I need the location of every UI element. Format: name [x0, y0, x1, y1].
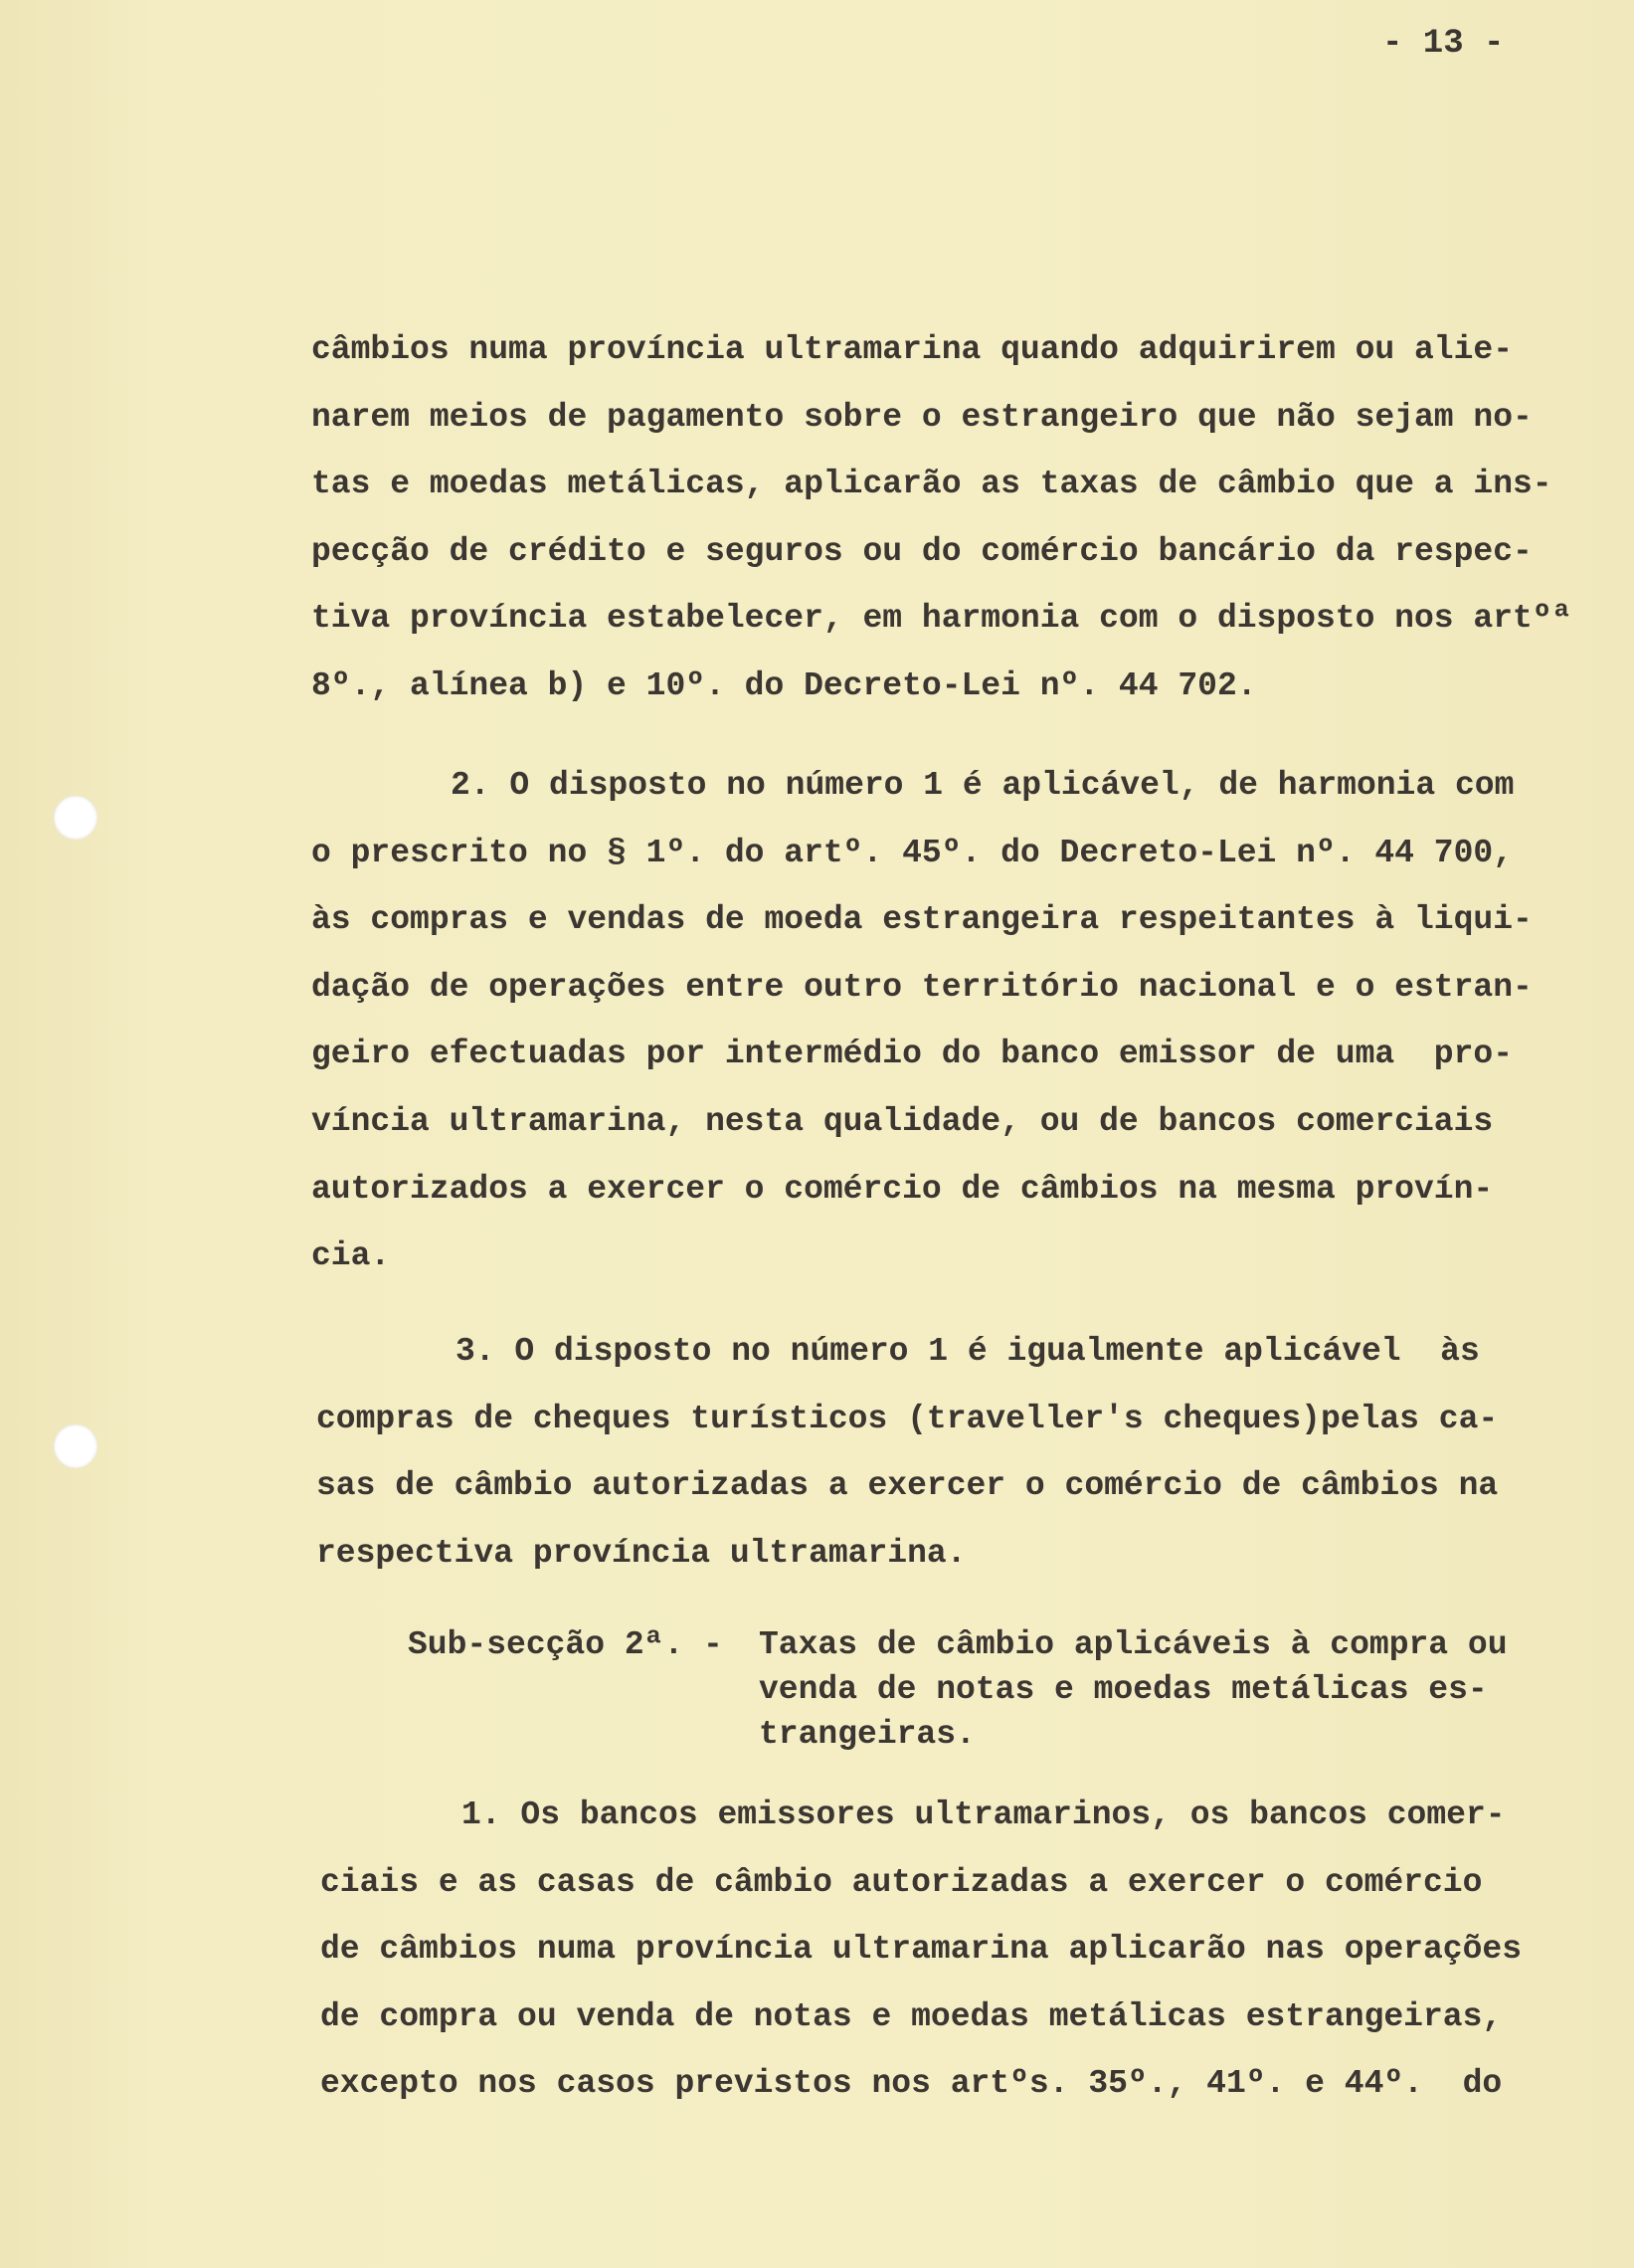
- paragraph-4-line-4: de compra ou venda de notas e moedas metálicas estrangeiras,: [320, 1998, 1503, 2035]
- continuation-line-3: tas e moedas metálicas, aplicarão as taxas de câmbio que a ins-: [311, 466, 1552, 502]
- paragraph-3-line-3: sas de câmbio autorizadas a exercer o comércio de câmbios na: [316, 1467, 1499, 1504]
- paragraph-4-line-5: excepto nos casos previstos nos artºs. 35º., 41º. e 44º. do: [320, 2065, 1503, 2102]
- page-number: - 13 -: [1382, 25, 1505, 63]
- paragraph-2-line-1: 2. O disposto no número 1 é aplicável, de harmonia com: [451, 767, 1515, 804]
- paragraph-4-line-3: de câmbios numa província ultramarina aplicarão nas operações: [320, 1931, 1522, 1968]
- paragraph-3-line-1: 3. O disposto no número 1 é igualmente aplicável às: [455, 1333, 1480, 1370]
- subsection-title-line-1: Taxas de câmbio aplicáveis à compra ou: [759, 1626, 1508, 1663]
- paragraph-2-line-7: autorizados a exercer o comércio de câmbios na mesma provín-: [311, 1171, 1494, 1208]
- continuation-line-6: 8º., alínea b) e 10º. do Decreto-Lei nº. 44 702.: [311, 667, 1257, 704]
- paragraph-3-line-4: respectiva província ultramarina.: [316, 1535, 967, 1572]
- paragraph-3-line-2: compras de cheques turísticos (traveller's cheques)pelas ca-: [316, 1401, 1499, 1437]
- continuation-line-5: tiva província estabelecer, em harmonia com o disposto nos artºª: [311, 600, 1572, 637]
- subsection-label: Sub-secção 2ª. -: [408, 1626, 723, 1663]
- paragraph-2-line-6: víncia ultramarina, nesta qualidade, ou de bancos comerciais: [311, 1103, 1494, 1140]
- continuation-line-1: câmbios numa província ultramarina quando adquirirem ou alie-: [311, 331, 1513, 368]
- subsection-title-line-2: venda de notas e moedas metálicas es-: [759, 1671, 1488, 1708]
- paragraph-4-line-1: 1. Os bancos emissores ultramarinos, os bancos comer-: [461, 1796, 1506, 1833]
- paragraph-2-line-2: o prescrito no § 1º. do artº. 45º. do Decreto-Lei nº. 44 700,: [311, 835, 1513, 871]
- subsection-title-line-3: trangeiras.: [759, 1716, 976, 1753]
- punch-hole-top: [54, 796, 97, 840]
- paragraph-2-line-3: às compras e vendas de moeda estrangeira respeitantes à liqui-: [311, 901, 1533, 938]
- continuation-line-2: narem meios de pagamento sobre o estrangeiro que não sejam no-: [311, 399, 1533, 436]
- continuation-line-4: pecção de crédito e seguros ou do comércio bancário da respec-: [311, 533, 1533, 570]
- paragraph-4-line-2: ciais e as casas de câmbio autorizadas a exercer o comércio: [320, 1864, 1483, 1901]
- paragraph-2-line-5: geiro efectuadas por intermédio do banco emissor de uma pro-: [311, 1036, 1513, 1072]
- paragraph-2-line-4: dação de operações entre outro território nacional e o estran-: [311, 969, 1533, 1006]
- paragraph-2-line-8: cia.: [311, 1237, 391, 1274]
- punch-hole-bottom: [54, 1424, 97, 1468]
